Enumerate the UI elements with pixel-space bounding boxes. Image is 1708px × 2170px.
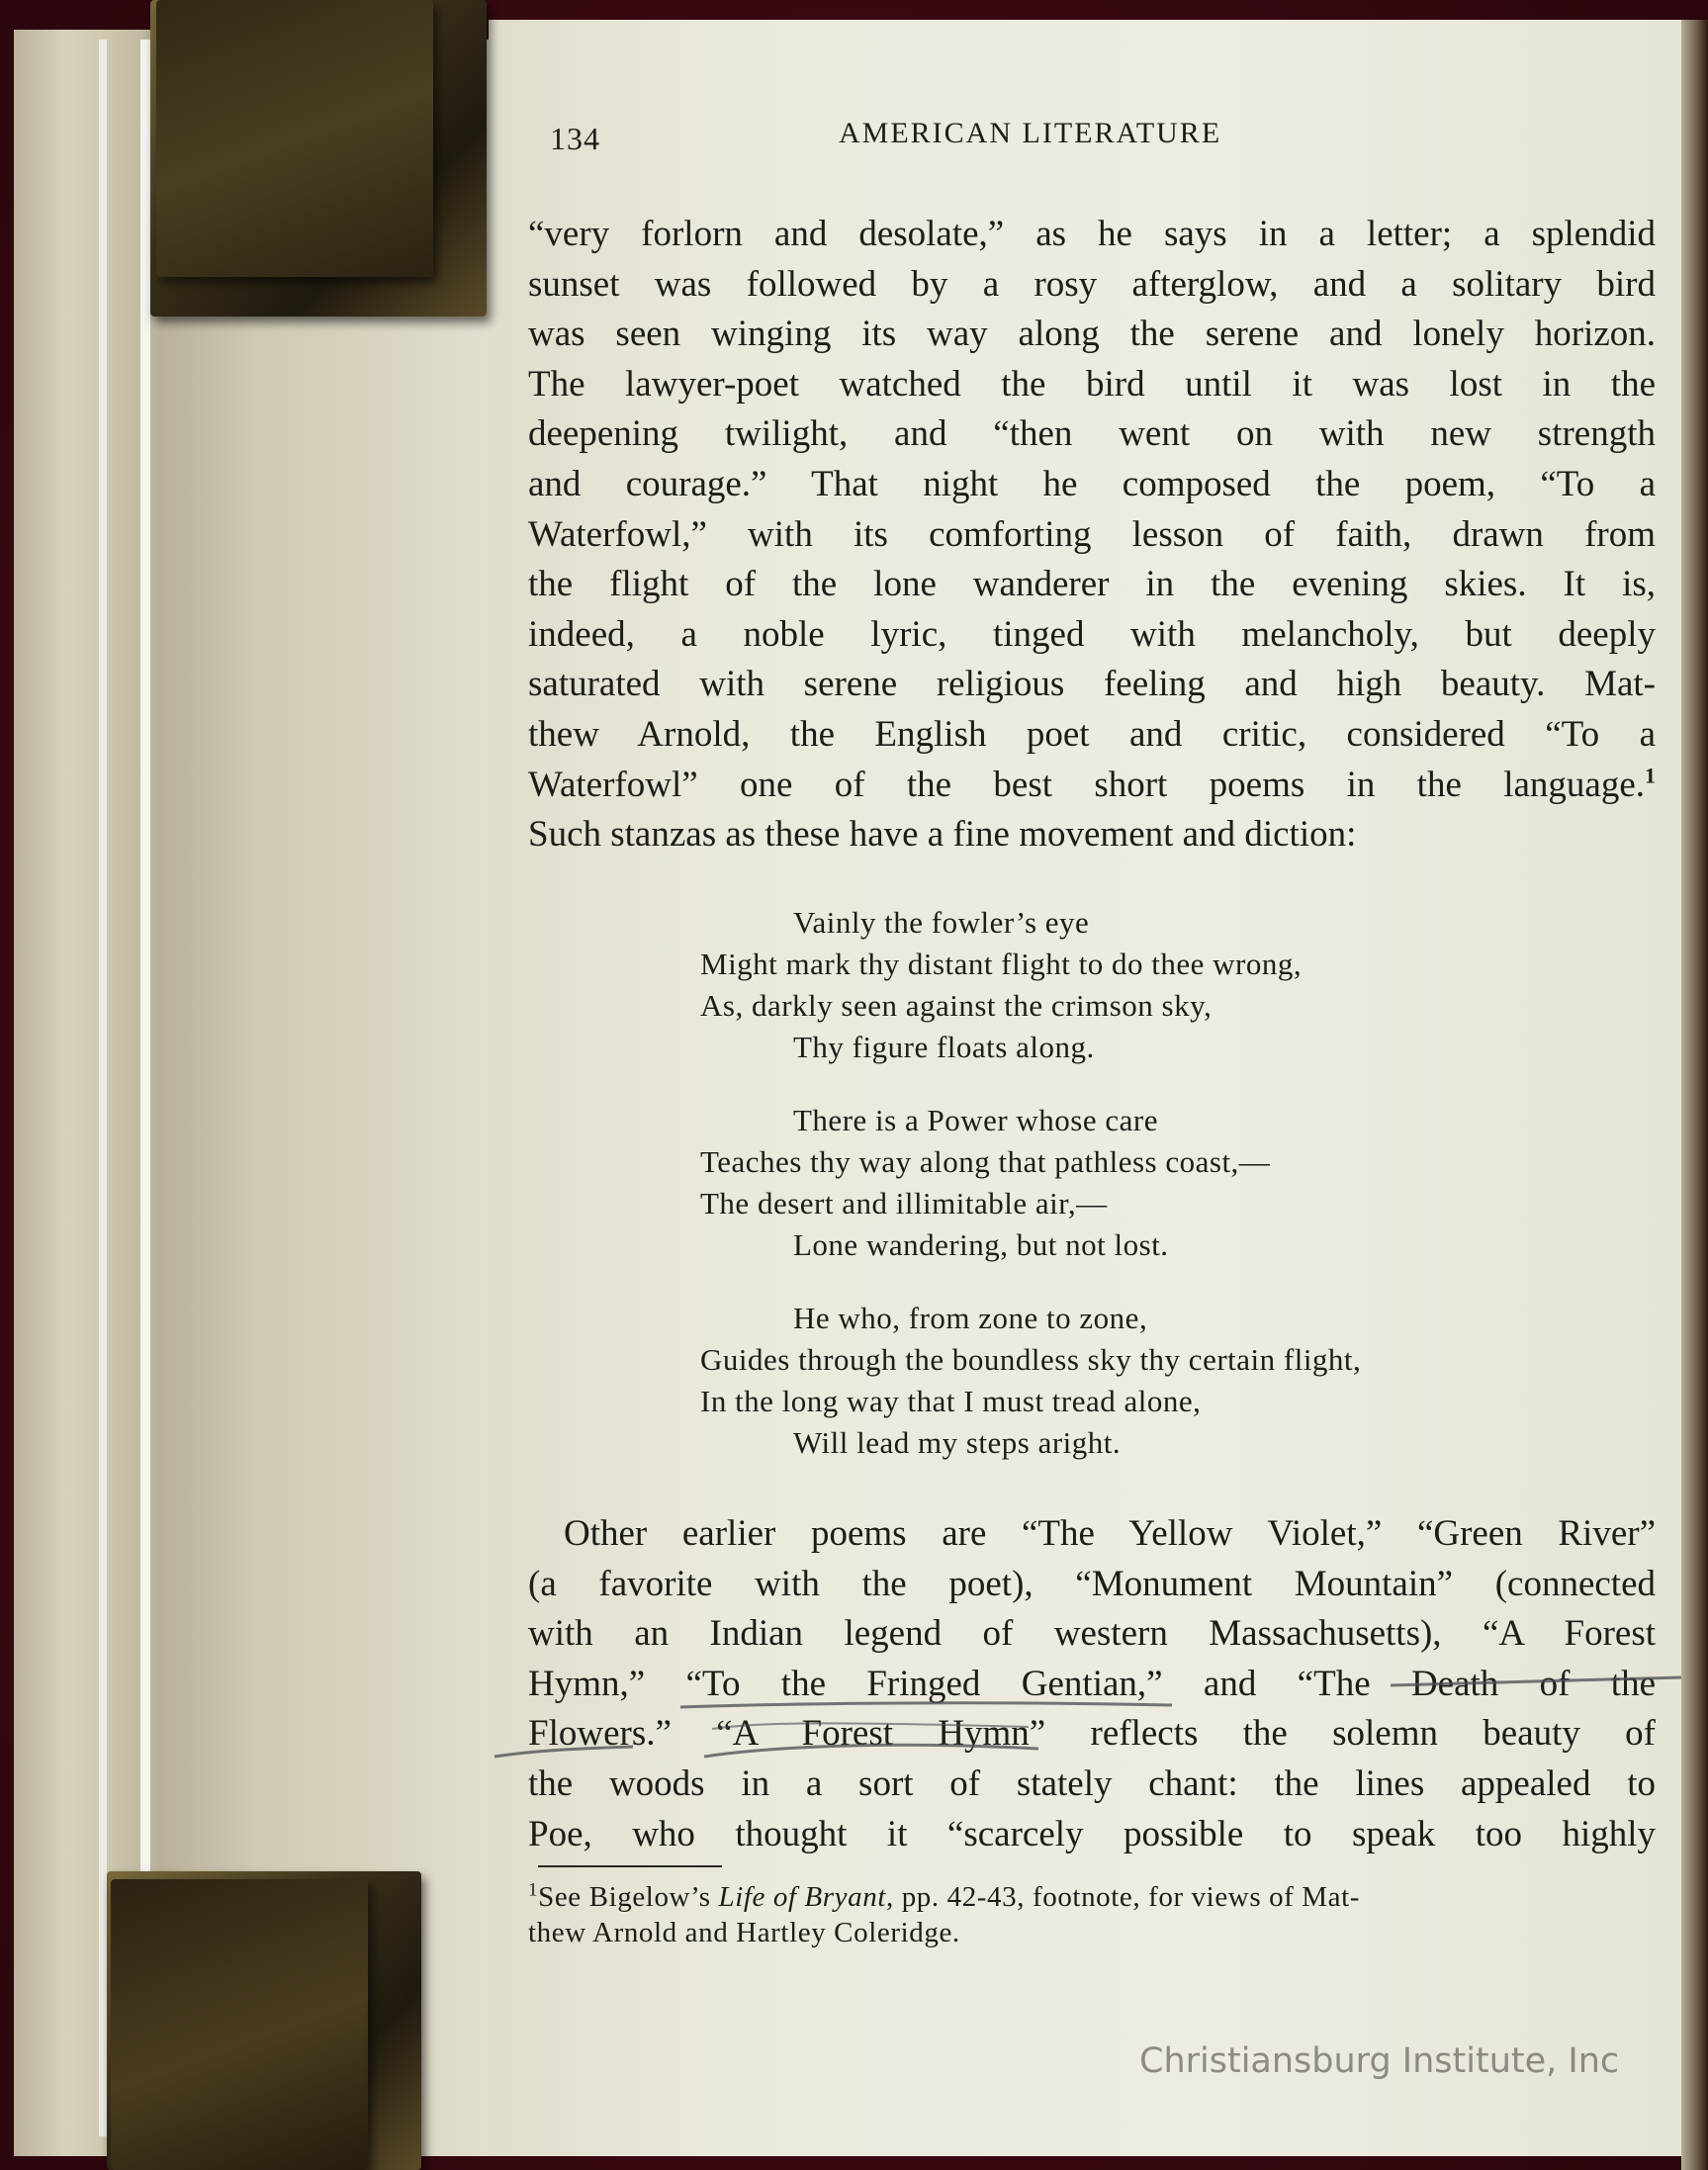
verse-line: Guides through the boundless sky thy certain flight, [700,1342,1362,1377]
text-line: the woods in a sort of stately chant: the lines appealed to [528,1763,1656,1804]
text-line: deepening twilight, and “then went on with new strength [528,413,1656,455]
watermark: Christiansburg Institute, Inc [1139,2041,1620,2081]
page-clip-top-face [156,0,433,277]
verse-line: Might mark thy distant flight to do thee wrong, [700,947,1303,981]
page-stack-highlight [99,40,107,2136]
page-header [532,117,1620,156]
text-line: thew Arnold, the English poet and critic, considered “To a [528,713,1656,755]
poem-stanza [700,1298,1590,1464]
text-line: Hymn,” “To the Fringed Gentian,” and “The Death of the [528,1663,1656,1704]
running-title: AMERICAN LITERATURE [839,117,1222,149]
verse-line: Thy figure floats along. [793,1030,1095,1064]
poem-stanza [700,902,1590,1068]
paragraph-earlier-poems [528,1509,1656,1859]
verse-line: He who, from zone to zone, [793,1301,1148,1335]
text-line: Other earlier poems are “The Yellow Violet,” “Green River” [564,1513,1656,1554]
text-line: Such stanzas as these have a fine movement and diction: [528,814,1357,856]
verse-line: Lone wandering, but not lost. [793,1227,1169,1262]
text-line: with an Indian legend of western Massachusetts), “A Forest [528,1613,1656,1655]
footnote-line: thew Arnold and Hartley Coleridge. [528,1917,960,1948]
verse-line: Teaches thy way along that pathless coast,— [700,1144,1271,1179]
poem-stanza [700,1100,1590,1266]
page-number: 134 [550,121,600,156]
page-clip-bottom-face [111,1879,368,2170]
verse-line: Vainly the fowler’s eye [793,905,1090,940]
footnote-line [528,1879,1646,1915]
footnote-rule [538,1865,722,1867]
text-line: “very forlorn and desolate,” as he says in a letter; a splendid [528,214,1656,254]
paragraph-waterfowl [528,210,1656,860]
text-line-body: Waterfowl” one of the best short poems in the language. [528,764,1645,805]
verse-line: Will lead my steps aright. [793,1425,1122,1460]
text-line: (a favorite with the poet), “Monument Mountain” (connected [528,1563,1656,1604]
spine-gutter [162,40,489,2156]
verse-line: The desert and illimitable air,— [700,1186,1108,1221]
footnote [528,1879,1646,1950]
text-line: and courage.” That night he composed the poem, “To a [528,463,1656,504]
footnote-mark: 1 [528,1879,539,1901]
text-line: the flight of the lone wanderer in the evening skies. It is, [528,564,1656,605]
text-line-with-footnote [528,761,1656,811]
text-line: indeed, a noble lyric, tinged with melancholy, but deeply [528,613,1656,655]
page-content [514,0,1681,2170]
text-line: Waterfowl,” with its comforting lesson of faith, drawn from [528,513,1656,555]
verse-line: As, darkly seen against the crimson sky, [700,988,1213,1023]
page-right-edge [1681,20,1708,2170]
text-line: Flowers.” “A Forest Hymn” reflects the solemn beauty of [528,1713,1656,1755]
footnote-book-title: Life of Bryant [718,1881,886,1913]
footnote-reference: 1 [1645,763,1656,788]
page-stack-highlight [140,40,150,2136]
footnote-text: See Bigelow’s [538,1881,719,1913]
text-line: was seen winging its way along the serene and lonely horizon. [528,314,1656,355]
text-line: sunset was followed by a rosy afterglow, and a solitary bird [528,263,1656,305]
verse-line: There is a Power whose care [793,1103,1158,1137]
text-line: The lawyer-poet watched the bird until it was lost in the [528,363,1656,405]
text-line: Poe, who thought it “scarcely possible to speak too highly [528,1813,1656,1854]
text-line: saturated with serene religious feeling and high beauty. Mat- [528,664,1656,705]
verse-line: In the long way that I must tread alone, [700,1384,1202,1418]
footnote-text: , pp. 42-43, footnote, for views of Mat- [886,1881,1361,1913]
